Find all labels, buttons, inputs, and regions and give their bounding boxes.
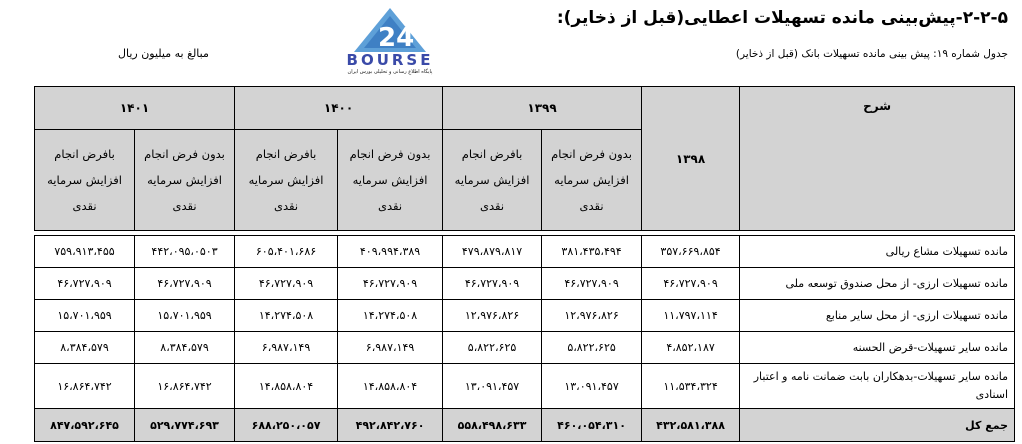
units-label: مبالغ به میلیون ریال bbox=[118, 47, 209, 60]
cell-1399-with: ۴۶،۷۲۷،۹۰۹ bbox=[443, 268, 542, 300]
header-1401-without: بدون فرض انجام افزایش سرمایه نقدی bbox=[135, 130, 235, 231]
total-1399-without: ۴۶۰،۰۵۴،۳۱۰ bbox=[542, 409, 642, 442]
cell-1400-with: ۱۴،۲۷۴،۵۰۸ bbox=[235, 300, 338, 332]
header-1401-with: بافرض انجام افزایش سرمایه نقدی bbox=[35, 130, 135, 231]
header-1399-without: بدون فرض انجام افزایش سرمایه نقدی bbox=[542, 130, 642, 231]
table-row bbox=[35, 268, 1015, 300]
cell-1398: ۴،۸۵۲،۱۸۷ bbox=[642, 332, 740, 364]
total-1401-with: ۸۴۷،۵۹۲،۶۴۵ bbox=[35, 409, 135, 442]
loans-forecast-table-wrapper bbox=[34, 86, 1014, 442]
bourse-logo bbox=[318, 6, 462, 78]
cell-1398: ۴۶،۷۲۷،۹۰۹ bbox=[642, 268, 740, 300]
logo-wordmark: BOURSE bbox=[346, 51, 434, 69]
header-year-1401: ۱۴۰۱ bbox=[35, 87, 235, 130]
table-row bbox=[35, 236, 1015, 268]
total-1400-without: ۴۹۲،۸۴۲،۷۶۰ bbox=[338, 409, 443, 442]
logo-mark-icon bbox=[352, 6, 428, 54]
header-year-1398: ۱۳۹۸ bbox=[642, 87, 740, 231]
cell-1400-without: ۴۶،۷۲۷،۹۰۹ bbox=[338, 268, 443, 300]
table-row bbox=[35, 364, 1015, 409]
svg-text:24: 24 bbox=[378, 23, 415, 53]
table-total-row bbox=[35, 409, 1015, 442]
cell-1398: ۱۱،۷۹۷،۱۱۴ bbox=[642, 300, 740, 332]
cell-1400-with: ۴۶،۷۲۷،۹۰۹ bbox=[235, 268, 338, 300]
cell-1400-without: ۱۴،۸۵۸،۸۰۴ bbox=[338, 364, 443, 409]
row-label: مانده تسهیلات ارزی- از محل صندوق توسعه ملی bbox=[740, 268, 1015, 300]
total-1400-with: ۶۸۸،۲۵۰،۰۵۷ bbox=[235, 409, 338, 442]
cell-1398: ۳۵۷،۶۶۹،۸۵۴ bbox=[642, 236, 740, 268]
cell-1398: ۱۱،۵۳۴،۳۲۴ bbox=[642, 364, 740, 409]
header-1399-with: بافرض انجام افزایش سرمایه نقدی bbox=[443, 130, 542, 231]
cell-1400-without: ۶،۹۸۷،۱۴۹ bbox=[338, 332, 443, 364]
cell-1399-with: ۴۷۹،۸۷۹،۸۱۷ bbox=[443, 236, 542, 268]
total-1401-without: ۵۲۹،۷۷۴،۶۹۳ bbox=[135, 409, 235, 442]
table-row bbox=[35, 332, 1015, 364]
cell-1399-without: ۵،۸۲۲،۶۲۵ bbox=[542, 332, 642, 364]
row-label: مانده تسهیلات ارزی- از محل سایر منابع bbox=[740, 300, 1015, 332]
cell-1401-without: ۸،۳۸۴،۵۷۹ bbox=[135, 332, 235, 364]
logo-subtitle: پایگاه اطلاع رسانی و تحلیلی بورس ایران bbox=[347, 69, 433, 75]
total-1398: ۴۳۲،۵۸۱،۳۸۸ bbox=[642, 409, 740, 442]
total-label: جمع کل bbox=[740, 409, 1015, 442]
cell-1400-with: ۶،۹۸۷،۱۴۹ bbox=[235, 332, 338, 364]
header-1400-with: بافرض انجام افزایش سرمایه نقدی bbox=[235, 130, 338, 231]
header-year-1400: ۱۴۰۰ bbox=[235, 87, 443, 130]
cell-1400-without: ۴۰۹،۹۹۴،۳۸۹ bbox=[338, 236, 443, 268]
cell-1399-without: ۱۲،۹۷۶،۸۲۶ bbox=[542, 300, 642, 332]
cell-1399-with: ۵،۸۲۲،۶۲۵ bbox=[443, 332, 542, 364]
header-1400-without: بدون فرض انجام افزایش سرمایه نقدی bbox=[338, 130, 443, 231]
cell-1399-with: ۱۲،۹۷۶،۸۲۶ bbox=[443, 300, 542, 332]
row-label: مانده تسهیلات مشاع ریالی bbox=[740, 236, 1015, 268]
cell-1399-without: ۳۸۱،۴۳۵،۴۹۴ bbox=[542, 236, 642, 268]
table-caption: جدول شماره ۱۹: پیش بینی مانده تسهیلات بانک (قبل از ذخایر) bbox=[735, 48, 1008, 60]
cell-1401-with: ۱۶،۸۶۴،۷۴۲ bbox=[35, 364, 135, 409]
row-label: مانده سایر تسهیلات-بدهکاران بابت ضمانت نامه و اعتبار اسنادی bbox=[740, 364, 1015, 409]
cell-1400-without: ۱۴،۲۷۴،۵۰۸ bbox=[338, 300, 443, 332]
cell-1399-with: ۱۳،۰۹۱،۴۵۷ bbox=[443, 364, 542, 409]
cell-1401-with: ۸،۳۸۴،۵۷۹ bbox=[35, 332, 135, 364]
cell-1401-without: ۴۶،۷۲۷،۹۰۹ bbox=[135, 268, 235, 300]
table-row bbox=[35, 300, 1015, 332]
loans-forecast-table bbox=[34, 86, 1015, 442]
cell-1399-without: ۴۶،۷۲۷،۹۰۹ bbox=[542, 268, 642, 300]
header-description: شرح bbox=[740, 87, 1015, 231]
header-row-years bbox=[35, 87, 1015, 130]
cell-1401-without: ۱۶،۸۶۴،۷۴۲ bbox=[135, 364, 235, 409]
cell-1401-with: ۱۵،۷۰۱،۹۵۹ bbox=[35, 300, 135, 332]
total-1399-with: ۵۵۸،۴۹۸،۶۳۳ bbox=[443, 409, 542, 442]
cell-1400-with: ۶۰۵،۴۰۱،۶۸۶ bbox=[235, 236, 338, 268]
cell-1399-without: ۱۳،۰۹۱،۴۵۷ bbox=[542, 364, 642, 409]
header-year-1399: ۱۳۹۹ bbox=[443, 87, 642, 130]
row-label: مانده سایر تسهیلات-قرض الحسنه bbox=[740, 332, 1015, 364]
page-title: ۲-۲-۵-پیش‌بینی مانده تسهیلات اعطایی(قبل از ذخایر): bbox=[556, 8, 1008, 28]
cell-1401-without: ۴۴۲،۰۹۵،۰۵۰۳ bbox=[135, 236, 235, 268]
cell-1401-without: ۱۵،۷۰۱،۹۵۹ bbox=[135, 300, 235, 332]
cell-1401-with: ۴۶،۷۲۷،۹۰۹ bbox=[35, 268, 135, 300]
cell-1400-with: ۱۴،۸۵۸،۸۰۴ bbox=[235, 364, 338, 409]
cell-1401-with: ۷۵۹،۹۱۳،۴۵۵ bbox=[35, 236, 135, 268]
